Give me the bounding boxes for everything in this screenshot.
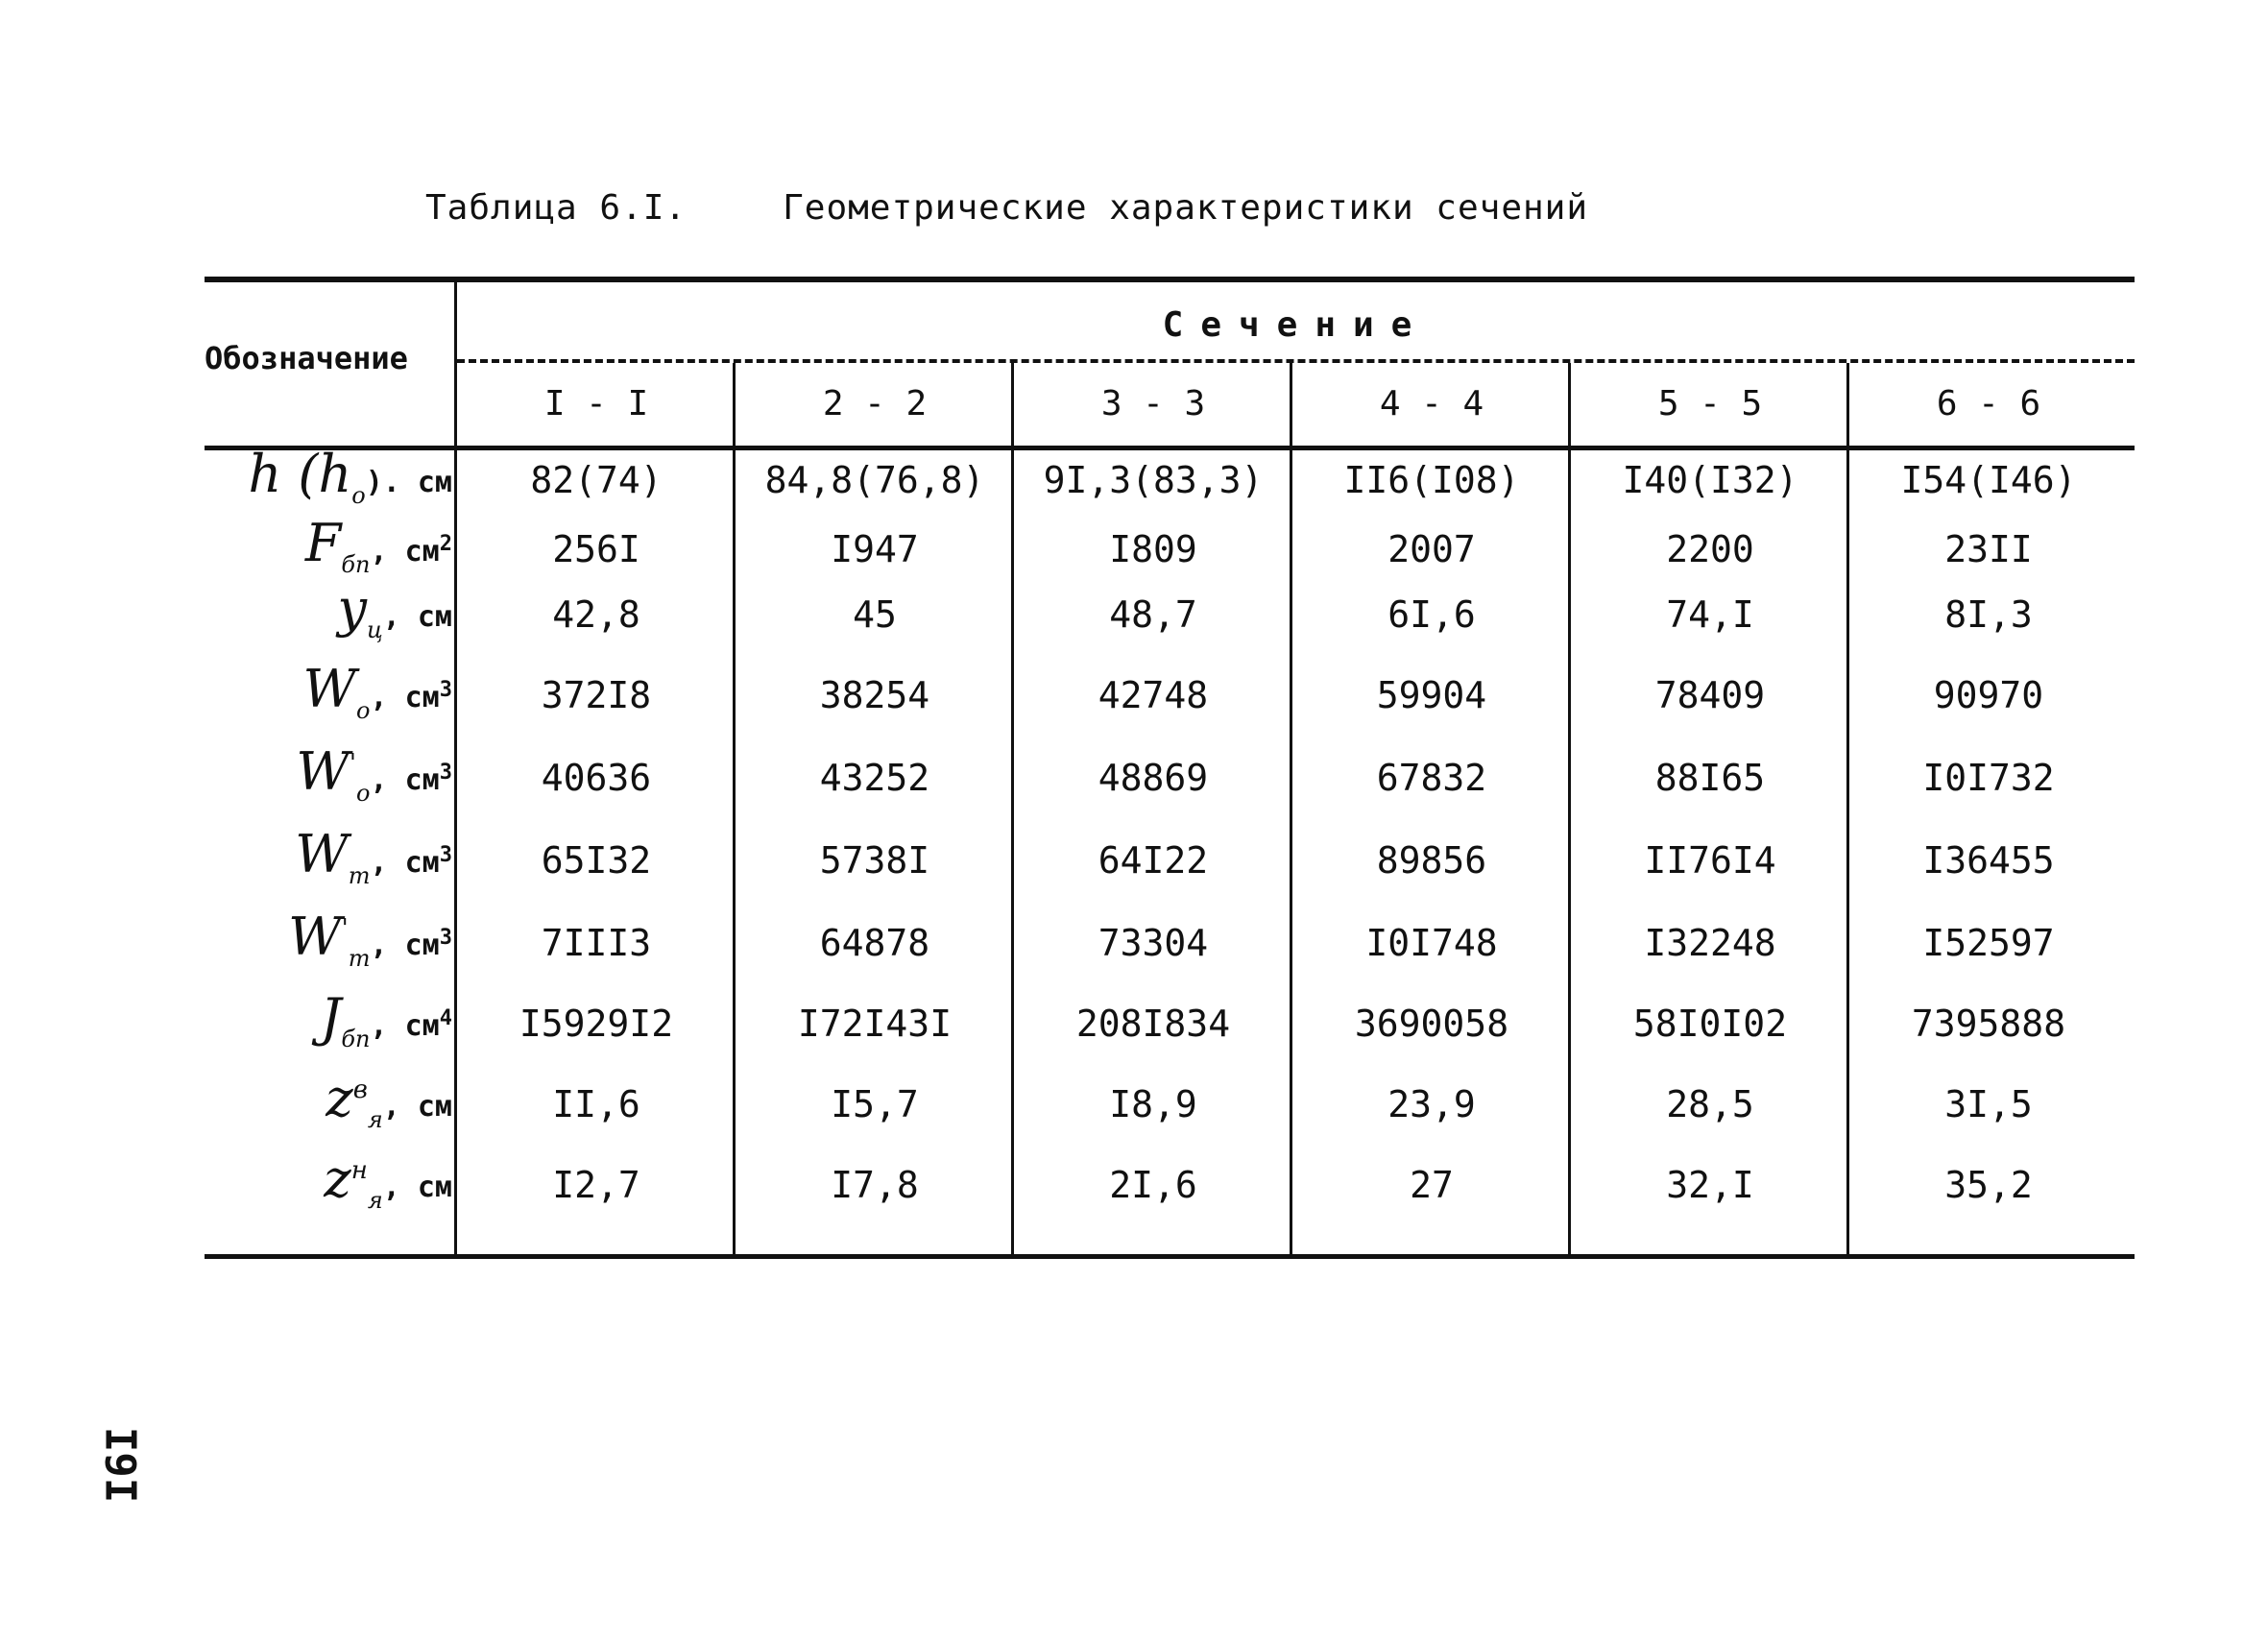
table-cell: 27 bbox=[1410, 1164, 1454, 1206]
table-cell: 23II bbox=[1944, 528, 2033, 570]
page-number: I9I bbox=[95, 1426, 145, 1504]
symbol: $W'_т$ bbox=[288, 907, 371, 972]
row-designation bbox=[205, 1148, 452, 1214]
unit: , $см^3$ bbox=[370, 926, 452, 962]
column-header: 6 - 6 bbox=[1936, 384, 2041, 423]
section-header: Сечение bbox=[1162, 305, 1430, 345]
table-cell: 7III3 bbox=[541, 922, 652, 964]
section-header-divider bbox=[457, 359, 2135, 363]
table-cell: 89856 bbox=[1376, 839, 1487, 882]
symbol: $F_{бп}$ bbox=[304, 513, 371, 578]
table-cell: I0I732 bbox=[1922, 757, 2055, 799]
table-cell: 372I8 bbox=[541, 674, 652, 716]
table-cell: I0I748 bbox=[1365, 922, 1498, 964]
table-cell: 67832 bbox=[1376, 757, 1487, 799]
table-cell: 42,8 bbox=[552, 593, 640, 636]
table-cell: 58I0I02 bbox=[1632, 1003, 1788, 1045]
table-cell: I36455 bbox=[1922, 839, 2055, 882]
row-designation bbox=[205, 513, 452, 578]
table-cell: 9I,3(83,3) bbox=[1043, 459, 1264, 501]
table-cell: 90970 bbox=[1933, 674, 2044, 716]
column-header: 3 - 3 bbox=[1100, 384, 1206, 423]
table-cell: II6(I08) bbox=[1343, 459, 1520, 501]
table-cell: 65I32 bbox=[541, 839, 652, 882]
unit: , см bbox=[382, 1171, 452, 1204]
column-header: 5 - 5 bbox=[1657, 384, 1763, 423]
table-cell: 78409 bbox=[1654, 674, 1766, 716]
table-caption bbox=[425, 188, 1588, 228]
table-cell: 88I65 bbox=[1654, 757, 1766, 799]
table-cell: 64878 bbox=[819, 922, 930, 964]
symbol: $W_т$ bbox=[295, 824, 371, 889]
table-cell: I809 bbox=[1109, 528, 1197, 570]
column-header: 2 - 2 bbox=[822, 384, 928, 423]
table-cell: 32,I bbox=[1666, 1164, 1754, 1206]
table-cell: I2,7 bbox=[552, 1164, 640, 1206]
unit: , $см^2$ bbox=[370, 532, 452, 568]
column-header: I - I bbox=[543, 384, 649, 423]
row-designation bbox=[205, 987, 452, 1052]
table-cell: 82(74) bbox=[530, 459, 663, 501]
row-designation bbox=[205, 444, 452, 509]
row-designation bbox=[205, 578, 452, 643]
unit: , $см^3$ bbox=[370, 678, 452, 714]
table-cell: 28,5 bbox=[1666, 1083, 1754, 1125]
header-bottom-rule bbox=[205, 446, 2135, 450]
table-cell: 256I bbox=[552, 528, 640, 570]
table-cell: 2200 bbox=[1666, 528, 1754, 570]
table-cell: 7395888 bbox=[1911, 1003, 2066, 1045]
symbol: $J_{бп}$ bbox=[320, 987, 371, 1052]
row-designation bbox=[205, 741, 452, 807]
table-cell: 84,8(76,8) bbox=[764, 459, 985, 501]
geometry-table bbox=[205, 277, 2135, 1256]
symbol: $W'_о$ bbox=[296, 741, 371, 807]
table-cell: 38254 bbox=[819, 674, 930, 716]
table-cell: 2I,6 bbox=[1109, 1164, 1197, 1206]
table-cell: I54(I46) bbox=[1900, 459, 2077, 501]
table-cell: 6I,6 bbox=[1387, 593, 1476, 636]
table-cell: I5929I2 bbox=[519, 1003, 674, 1045]
symbol: $W_о$ bbox=[302, 659, 371, 724]
unit: , см bbox=[382, 600, 452, 634]
table-cell: I947 bbox=[831, 528, 919, 570]
table-cell: I72I43I bbox=[797, 1003, 953, 1045]
table-cell: 64I22 bbox=[1098, 839, 1209, 882]
table-cell: 42748 bbox=[1098, 674, 1209, 716]
row-designation bbox=[205, 907, 452, 972]
table-caption-label: Таблица 6.I. bbox=[425, 188, 688, 228]
table-cell: I40(I32) bbox=[1622, 459, 1798, 501]
table-cell: 5738I bbox=[819, 839, 930, 882]
table-cell: I5,7 bbox=[831, 1083, 919, 1125]
table-cell: 40636 bbox=[541, 757, 652, 799]
table-cell: 48869 bbox=[1098, 757, 1209, 799]
table-cell: 59904 bbox=[1376, 674, 1487, 716]
table-cell: 2007 bbox=[1387, 528, 1476, 570]
unit: , $см^3$ bbox=[370, 843, 452, 880]
table-cell: II,6 bbox=[552, 1083, 640, 1125]
table-cell: 45 bbox=[853, 593, 897, 636]
unit: , $см^3$ bbox=[370, 761, 452, 797]
unit: ). см bbox=[365, 466, 452, 499]
row-designation bbox=[205, 824, 452, 889]
table-cell: I7,8 bbox=[831, 1164, 919, 1206]
unit: , $см^4$ bbox=[370, 1006, 452, 1043]
table-cell: I8,9 bbox=[1109, 1083, 1197, 1125]
table-cell: 208I834 bbox=[1075, 1003, 1231, 1045]
table-cell: 23,9 bbox=[1387, 1083, 1476, 1125]
table-cell: 74,I bbox=[1666, 593, 1754, 636]
table-cell: 48,7 bbox=[1109, 593, 1197, 636]
table-cell: 73304 bbox=[1098, 922, 1209, 964]
table-bottom-rule bbox=[205, 1254, 2135, 1259]
table-cell: 35,2 bbox=[1944, 1164, 2033, 1206]
table-cell: I52597 bbox=[1922, 922, 2055, 964]
symbol: $z^в_я$ bbox=[326, 1068, 383, 1133]
row-designation bbox=[205, 659, 452, 724]
table-cell: 8I,3 bbox=[1944, 593, 2033, 636]
table-cell: II76I4 bbox=[1644, 839, 1776, 882]
table-cell: 43252 bbox=[819, 757, 930, 799]
row-designation bbox=[205, 1068, 452, 1133]
table-cell: 3690058 bbox=[1354, 1003, 1509, 1045]
table-top-rule bbox=[205, 277, 2135, 282]
unit: , см bbox=[382, 1090, 452, 1124]
table-cell: I32248 bbox=[1644, 922, 1776, 964]
symbol: h ($h_о$ bbox=[248, 444, 366, 509]
symbol: $y_ц$ bbox=[337, 578, 383, 643]
table-cell: 3I,5 bbox=[1944, 1083, 2033, 1125]
designation-header: Обозначение bbox=[205, 340, 408, 376]
table-caption-title: Геометрические характеристики сечений bbox=[783, 188, 1589, 228]
symbol: $z^н_я$ bbox=[324, 1148, 383, 1214]
column-header: 4 - 4 bbox=[1379, 384, 1484, 423]
